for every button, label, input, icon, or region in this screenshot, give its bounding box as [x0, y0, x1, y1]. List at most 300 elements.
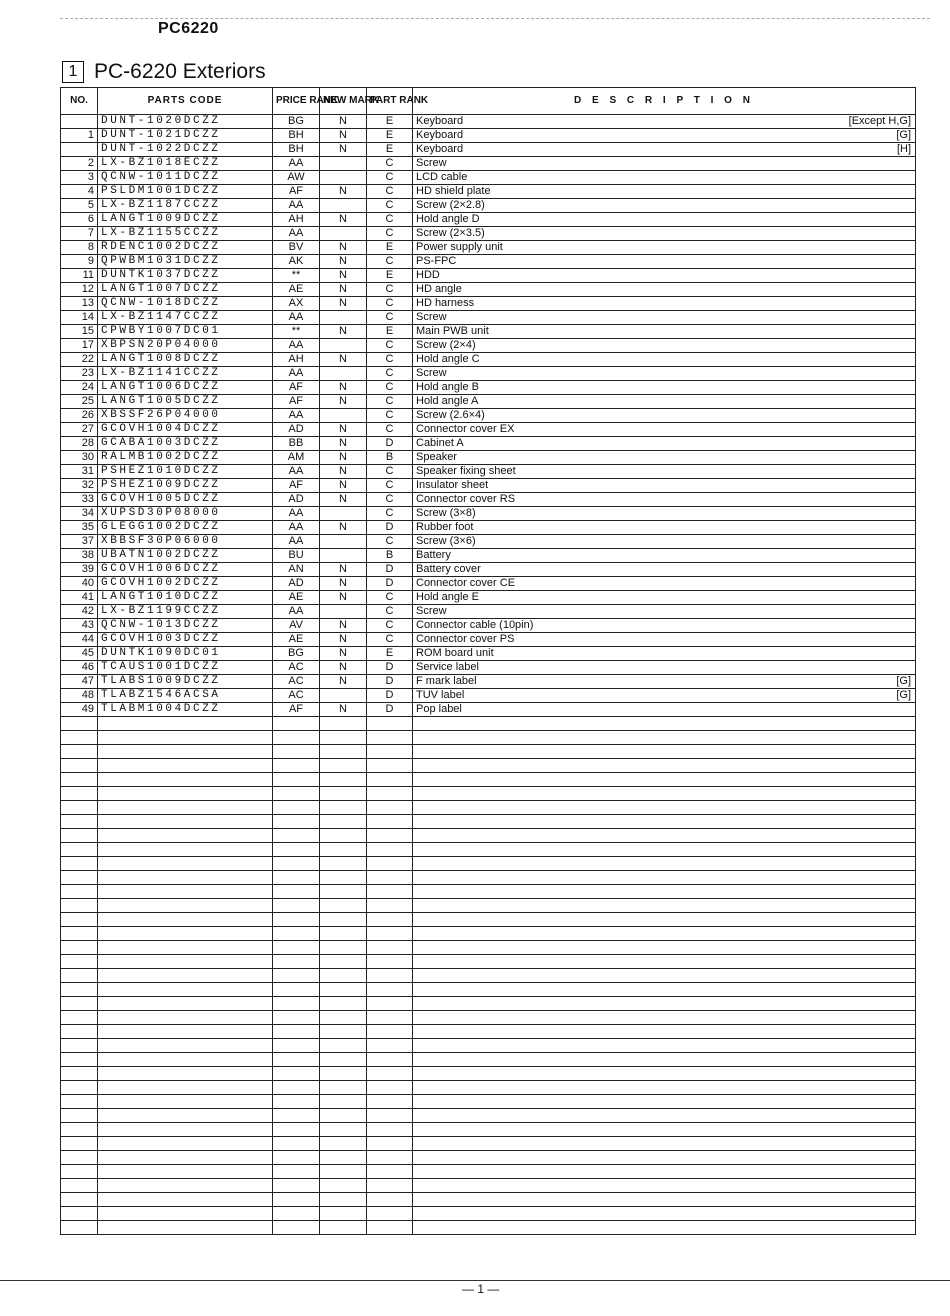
cell-description [413, 227, 916, 241]
cell-price-rank: AC [273, 675, 320, 689]
empty-cell [320, 1137, 367, 1151]
section-heading [62, 60, 266, 84]
empty-row [61, 731, 916, 745]
empty-cell [320, 1123, 367, 1137]
description-text: Rubber foot [416, 521, 474, 533]
empty-cell [273, 899, 320, 913]
empty-cell [273, 969, 320, 983]
empty-cell [413, 857, 916, 871]
empty-cell [98, 1137, 273, 1151]
cell-no: 48 [61, 689, 98, 703]
cell-new-mark: N [320, 479, 367, 493]
description-text: Hold angle B [416, 381, 479, 393]
description-text: Pop label [416, 703, 462, 715]
empty-cell [273, 1165, 320, 1179]
empty-row [61, 829, 916, 843]
description-text: Hold angle A [416, 395, 479, 407]
empty-cell [61, 955, 98, 969]
empty-row [61, 983, 916, 997]
empty-cell [367, 1165, 413, 1179]
empty-cell [61, 843, 98, 857]
cell-part-rank: E [367, 115, 413, 129]
header-part-rank: PART RANK [367, 88, 413, 115]
cell-part-rank: C [367, 507, 413, 521]
cell-price-rank: AC [273, 689, 320, 703]
empty-cell [367, 913, 413, 927]
description-text: Screw (3×8) [416, 507, 476, 519]
empty-row [61, 1039, 916, 1053]
empty-cell [413, 997, 916, 1011]
empty-cell [413, 1081, 916, 1095]
destination-note: [G] [896, 129, 911, 141]
table-row [61, 577, 916, 591]
empty-cell [61, 1151, 98, 1165]
section-number: 1 [62, 61, 84, 83]
cell-description [413, 157, 916, 171]
cell-no: 13 [61, 297, 98, 311]
cell-price-rank: AW [273, 171, 320, 185]
parts-table [60, 87, 916, 1235]
empty-cell [320, 1081, 367, 1095]
cell-new-mark [320, 339, 367, 353]
description-text: Screw (3×6) [416, 535, 476, 547]
cell-price-rank: BV [273, 241, 320, 255]
cell-new-mark: N [320, 241, 367, 255]
empty-row [61, 759, 916, 773]
description-text: HD angle [416, 283, 462, 295]
empty-cell [61, 1193, 98, 1207]
empty-cell [61, 1109, 98, 1123]
table-row [61, 171, 916, 185]
table-row [61, 227, 916, 241]
cell-new-mark [320, 409, 367, 423]
empty-cell [367, 1109, 413, 1123]
description-text: Screw [416, 367, 447, 379]
empty-cell [413, 1165, 916, 1179]
table-row [61, 255, 916, 269]
cell-parts-code: GCOVH1006DCZZ [98, 563, 273, 577]
empty-cell [98, 871, 273, 885]
empty-cell [413, 1025, 916, 1039]
cell-parts-code: RDENC1002DCZZ [98, 241, 273, 255]
empty-cell [367, 801, 413, 815]
empty-cell [98, 941, 273, 955]
description-text: Screw (2.6×4) [416, 409, 485, 421]
description-text: Main PWB unit [416, 325, 489, 337]
empty-cell [98, 983, 273, 997]
empty-cell [98, 731, 273, 745]
cell-new-mark: N [320, 661, 367, 675]
description-text: Battery cover [416, 563, 481, 575]
empty-cell [98, 1081, 273, 1095]
cell-part-rank: C [367, 619, 413, 633]
cell-part-rank: E [367, 325, 413, 339]
cell-new-mark: N [320, 591, 367, 605]
empty-cell [320, 899, 367, 913]
empty-cell [273, 1081, 320, 1095]
cell-price-rank: AA [273, 409, 320, 423]
empty-cell [61, 731, 98, 745]
empty-cell [98, 815, 273, 829]
empty-cell [413, 801, 916, 815]
cell-parts-code: XUPSD30P08000 [98, 507, 273, 521]
empty-cell [273, 871, 320, 885]
cell-description [413, 675, 916, 689]
table-row [61, 283, 916, 297]
cell-price-rank: AA [273, 521, 320, 535]
cell-part-rank: E [367, 241, 413, 255]
cell-no: 39 [61, 563, 98, 577]
table-row [61, 353, 916, 367]
cell-parts-code: GLEGG1002DCZZ [98, 521, 273, 535]
empty-cell [367, 843, 413, 857]
table-row [61, 269, 916, 283]
cell-parts-code: DUNT-1021DCZZ [98, 129, 273, 143]
cell-parts-code: RALMB1002DCZZ [98, 451, 273, 465]
cell-parts-code: QCNW-1011DCZZ [98, 171, 273, 185]
empty-row [61, 1011, 916, 1025]
empty-cell [61, 1137, 98, 1151]
empty-cell [273, 801, 320, 815]
header-parts-code: PARTS CODE [98, 88, 273, 115]
cell-description [413, 549, 916, 563]
cell-no: 33 [61, 493, 98, 507]
cell-no: 46 [61, 661, 98, 675]
empty-row [61, 1137, 916, 1151]
table-row [61, 311, 916, 325]
cell-part-rank: C [367, 479, 413, 493]
empty-row [61, 1109, 916, 1123]
description-text: LCD cable [416, 171, 468, 183]
cell-parts-code: LANGT1010DCZZ [98, 591, 273, 605]
cell-no: 14 [61, 311, 98, 325]
cell-description [413, 507, 916, 521]
cell-no: 40 [61, 577, 98, 591]
header-price-rank: PRICE RANK [273, 88, 320, 115]
cell-new-mark: N [320, 619, 367, 633]
empty-cell [413, 1151, 916, 1165]
empty-cell [273, 913, 320, 927]
page-number-value: 1 [477, 1282, 485, 1296]
cell-part-rank: E [367, 143, 413, 157]
empty-cell [320, 843, 367, 857]
empty-cell [367, 773, 413, 787]
empty-cell [61, 927, 98, 941]
cell-parts-code: LX-BZ1018ECZZ [98, 157, 273, 171]
table-row [61, 647, 916, 661]
cell-part-rank: C [367, 591, 413, 605]
empty-cell [367, 1207, 413, 1221]
cell-parts-code: TCAUS1001DCZZ [98, 661, 273, 675]
cell-parts-code: QPWBM1031DCZZ [98, 255, 273, 269]
empty-cell [273, 1179, 320, 1193]
empty-cell [413, 1207, 916, 1221]
empty-cell [413, 941, 916, 955]
cell-no: 3 [61, 171, 98, 185]
cell-no: 49 [61, 703, 98, 717]
empty-cell [320, 1193, 367, 1207]
cell-part-rank: B [367, 451, 413, 465]
empty-row [61, 1025, 916, 1039]
cell-no: 9 [61, 255, 98, 269]
empty-cell [413, 829, 916, 843]
table-header-row [61, 88, 916, 115]
cell-no: 2 [61, 157, 98, 171]
cell-parts-code: LANGT1005DCZZ [98, 395, 273, 409]
cell-new-mark: N [320, 395, 367, 409]
cell-part-rank: D [367, 689, 413, 703]
cell-description [413, 297, 916, 311]
table-row [61, 395, 916, 409]
cell-new-mark [320, 689, 367, 703]
table-row [61, 619, 916, 633]
empty-row [61, 941, 916, 955]
empty-cell [413, 927, 916, 941]
empty-cell [320, 787, 367, 801]
cell-description [413, 465, 916, 479]
empty-cell [61, 969, 98, 983]
cell-price-rank: BG [273, 647, 320, 661]
empty-cell [61, 1053, 98, 1067]
empty-cell [98, 969, 273, 983]
empty-cell [98, 1039, 273, 1053]
empty-cell [320, 829, 367, 843]
cell-price-rank: AC [273, 661, 320, 675]
empty-row [61, 1095, 916, 1109]
empty-cell [367, 717, 413, 731]
empty-row [61, 1081, 916, 1095]
cell-price-rank: AF [273, 395, 320, 409]
cell-no: 42 [61, 605, 98, 619]
empty-cell [98, 899, 273, 913]
empty-cell [98, 913, 273, 927]
empty-cell [98, 801, 273, 815]
table-row [61, 689, 916, 703]
cell-part-rank: C [367, 227, 413, 241]
destination-note: [Except H,G] [848, 115, 911, 127]
cell-part-rank: C [367, 157, 413, 171]
empty-cell [61, 1179, 98, 1193]
empty-cell [98, 843, 273, 857]
cell-description [413, 479, 916, 493]
table-row [61, 297, 916, 311]
cell-no: 37 [61, 535, 98, 549]
destination-note: [H] [896, 143, 911, 155]
cell-new-mark: N [320, 675, 367, 689]
empty-cell [413, 1221, 916, 1235]
empty-row [61, 1053, 916, 1067]
cell-parts-code: QCNW-1018DCZZ [98, 297, 273, 311]
table-row [61, 507, 916, 521]
cell-new-mark: N [320, 423, 367, 437]
table-row [61, 591, 916, 605]
empty-row [61, 857, 916, 871]
empty-cell [413, 1039, 916, 1053]
cell-new-mark: N [320, 297, 367, 311]
cell-parts-code: XBPSN20P04000 [98, 339, 273, 353]
cell-description [413, 451, 916, 465]
empty-cell [61, 899, 98, 913]
cell-parts-code: DUNT-1020DCZZ [98, 115, 273, 129]
empty-cell [61, 941, 98, 955]
description-text: Connector cover RS [416, 493, 516, 505]
empty-cell [367, 983, 413, 997]
cell-price-rank: AN [273, 563, 320, 577]
cell-price-rank: AF [273, 381, 320, 395]
empty-row [61, 997, 916, 1011]
description-text: Connector cover PS [416, 633, 515, 645]
cell-parts-code: LANGT1008DCZZ [98, 353, 273, 367]
cell-new-mark: N [320, 451, 367, 465]
empty-cell [367, 1095, 413, 1109]
empty-cell [413, 787, 916, 801]
empty-cell [61, 717, 98, 731]
cell-no: 30 [61, 451, 98, 465]
cell-description [413, 367, 916, 381]
cell-price-rank: AA [273, 367, 320, 381]
cell-price-rank: ** [273, 269, 320, 283]
cell-parts-code: XBSSF26P04000 [98, 409, 273, 423]
empty-cell [273, 1123, 320, 1137]
empty-row [61, 1207, 916, 1221]
table-row [61, 451, 916, 465]
description-text: Connector cover CE [416, 577, 516, 589]
empty-cell [98, 1151, 273, 1165]
cell-description [413, 171, 916, 185]
cell-parts-code: LX-BZ1147CCZZ [98, 311, 273, 325]
cell-new-mark [320, 171, 367, 185]
footer-rule [0, 1280, 950, 1281]
empty-cell [98, 1123, 273, 1137]
empty-cell [320, 1207, 367, 1221]
cell-description [413, 535, 916, 549]
cell-description [413, 325, 916, 339]
cell-no: 34 [61, 507, 98, 521]
empty-row [61, 1193, 916, 1207]
empty-cell [320, 1067, 367, 1081]
empty-cell [61, 815, 98, 829]
empty-cell [273, 1095, 320, 1109]
empty-cell [273, 1137, 320, 1151]
cell-part-rank: C [367, 255, 413, 269]
cell-no: 26 [61, 409, 98, 423]
cell-description [413, 661, 916, 675]
empty-cell [273, 843, 320, 857]
empty-cell [320, 759, 367, 773]
empty-cell [413, 745, 916, 759]
empty-cell [320, 941, 367, 955]
cell-new-mark [320, 549, 367, 563]
empty-cell [367, 969, 413, 983]
cell-new-mark: N [320, 703, 367, 717]
cell-parts-code: TLABM1004DCZZ [98, 703, 273, 717]
empty-row [61, 955, 916, 969]
cell-price-rank: ** [273, 325, 320, 339]
cell-parts-code: GCOVH1005DCZZ [98, 493, 273, 507]
cell-no [61, 115, 98, 129]
empty-cell [273, 745, 320, 759]
description-text: Insulator sheet [416, 479, 489, 491]
cell-price-rank: AA [273, 339, 320, 353]
empty-cell [61, 983, 98, 997]
cell-price-rank: AX [273, 297, 320, 311]
empty-row [61, 745, 916, 759]
cell-no: 47 [61, 675, 98, 689]
empty-row [61, 1221, 916, 1235]
empty-cell [320, 885, 367, 899]
empty-cell [273, 1053, 320, 1067]
empty-cell [273, 927, 320, 941]
cell-new-mark: N [320, 647, 367, 661]
description-text: Hold angle D [416, 213, 480, 225]
empty-cell [320, 815, 367, 829]
cell-new-mark: N [320, 143, 367, 157]
cell-part-rank: C [367, 199, 413, 213]
description-text: Keyboard [416, 115, 464, 127]
empty-cell [273, 857, 320, 871]
empty-cell [61, 759, 98, 773]
empty-cell [413, 955, 916, 969]
empty-cell [273, 759, 320, 773]
empty-cell [367, 941, 413, 955]
empty-row [61, 885, 916, 899]
cell-price-rank: AF [273, 185, 320, 199]
cell-description [413, 339, 916, 353]
empty-cell [320, 927, 367, 941]
cell-parts-code: GCOVH1003DCZZ [98, 633, 273, 647]
cell-price-rank: AF [273, 479, 320, 493]
cell-description [413, 255, 916, 269]
cell-description [413, 185, 916, 199]
table-row [61, 325, 916, 339]
cell-price-rank: AF [273, 703, 320, 717]
cell-new-mark: N [320, 185, 367, 199]
cell-parts-code: LANGT1009DCZZ [98, 213, 273, 227]
empty-cell [61, 1039, 98, 1053]
empty-row [61, 1151, 916, 1165]
empty-cell [413, 871, 916, 885]
empty-cell [367, 997, 413, 1011]
cell-part-rank: D [367, 661, 413, 675]
description-text: Keyboard [416, 143, 464, 155]
empty-row [61, 1179, 916, 1193]
empty-cell [273, 1025, 320, 1039]
table-row [61, 185, 916, 199]
cell-parts-code: UBATN1002DCZZ [98, 549, 273, 563]
empty-cell [367, 1151, 413, 1165]
table-row [61, 521, 916, 535]
empty-cell [367, 1025, 413, 1039]
cell-no: 17 [61, 339, 98, 353]
empty-cell [320, 1095, 367, 1109]
cell-no: 1 [61, 129, 98, 143]
cell-parts-code: XBBSF30P06000 [98, 535, 273, 549]
cell-description [413, 143, 916, 157]
cell-new-mark: N [320, 325, 367, 339]
empty-cell [320, 969, 367, 983]
destination-note: [G] [896, 675, 911, 687]
empty-row [61, 773, 916, 787]
cell-no: 35 [61, 521, 98, 535]
empty-cell [98, 1221, 273, 1235]
empty-cell [273, 1151, 320, 1165]
cell-part-rank: C [367, 423, 413, 437]
cell-parts-code: LANGT1006DCZZ [98, 381, 273, 395]
description-text: TUV label [416, 689, 465, 701]
description-text: Power supply unit [416, 241, 503, 253]
cell-description [413, 353, 916, 367]
empty-cell [367, 829, 413, 843]
